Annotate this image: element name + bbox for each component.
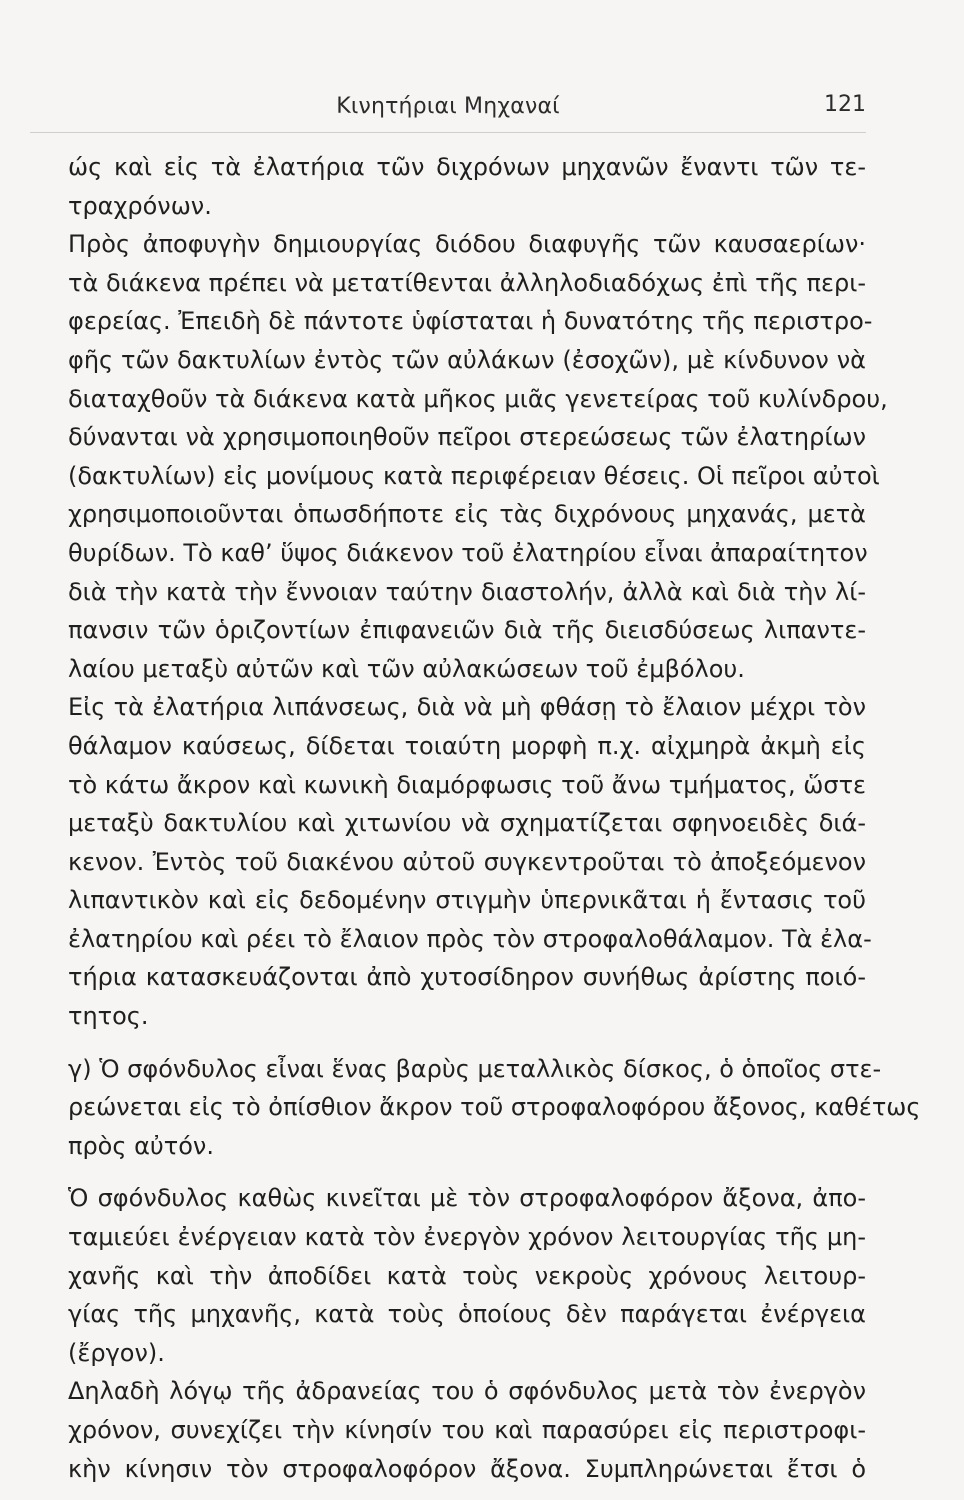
text-line: Ὁ σφόνδυλος καθὼς κινεῖται μὲ τὸν στροφαλοφόρον ἄξονα, ἀπο-: [68, 1184, 866, 1213]
text-line: λαίου μεταξὺ αὐτῶν καὶ τῶν αὐλακώσεων τοῦ ἐμβόλου.: [68, 654, 745, 683]
page-header: [30, 76, 866, 133]
text-line: διαταχθοῦν τὰ διάκενα κατὰ μῆκος μιᾶς γενετείρας τοῦ κυλίνδρου,: [68, 384, 888, 413]
text-line: τητος.: [68, 1002, 149, 1031]
text-line: φερείας. Ἐπειδὴ δὲ πάντοτε ὑφίσταται ἡ δυνατότης τῆς περιστρο-: [68, 307, 873, 336]
text-line: πανσιν τῶν ὁριζοντίων ἐπιφανειῶν διὰ τῆς διεισδύσεως λιπαντε-: [68, 616, 866, 645]
body-text: [68, 148, 921, 1488]
text-line: τήρια κατασκευάζονται ἀπὸ χυτοσίδηρον συνήθως ἀρίστης ποιό-: [68, 963, 866, 992]
text-line: Εἰς τὰ ἐλατήρια λιπάνσεως, διὰ νὰ μὴ φθάσῃ τὸ ἔλαιον μέχρι τὸν: [68, 693, 866, 722]
text-line: φῆς τῶν δακτυλίων ἐντὸς τῶν αὐλάκων (ἐσοχῶν), μὲ κίνδυνον νὰ: [68, 345, 866, 374]
text-line: ρεώνεται εἰς τὸ ὀπίσθιον ἄκρον τοῦ στροφαλοφόρου ἄξονος, καθέτως: [68, 1093, 921, 1122]
paragraph-gap: [68, 1036, 866, 1050]
text-line: Δηλαδὴ λόγῳ τῆς ἀδρανείας του ὁ σφόνδυλος μετὰ τὸν ἐνεργὸν: [68, 1377, 866, 1406]
text-line: τὰ διάκενα πρέπει νὰ μετατίθενται ἀλληλοδιαδόχως ἐπὶ τῆς περι-: [68, 268, 866, 297]
text-line: τραχρόνων.: [68, 191, 212, 220]
running-title: Κινητήριαι Μηχαναί: [336, 94, 560, 119]
text-line: δύνανται νὰ χρησιμοποιηθοῦν πεῖροι στερεώσεως τῶν ἐλατηρίων: [68, 423, 866, 452]
text-line: ἐλατηρίου καὶ ρέει τὸ ἔλαιον πρὸς τὸν στροφαλοθάλαμον. Τὰ ἐλα-: [68, 924, 872, 953]
text-line: διὰ τὴν κατὰ τὴν ἔννοιαν ταύτην διαστολήν, ἀλλὰ καὶ διὰ τὴν λί-: [68, 577, 866, 606]
text-line: Πρὸς ἀποφυγὴν δημιουργίας διόδου διαφυγῆς τῶν καυσαερίων·: [68, 230, 866, 259]
text-line: (δακτυλίων) εἰς μονίμους κατὰ περιφέρειαν θέσεις. Οἱ πεῖροι αὐτοὶ: [68, 461, 880, 490]
page-number: 121: [824, 92, 866, 117]
text-line: χρησιμοποιοῦνται ὁπωσδήποτε εἰς τὰς διχρόνους μηχανάς, μετὰ: [68, 500, 866, 529]
text-line: μεταξὺ δακτυλίου καὶ χιτωνίου νὰ σχηματίζεται σφηνοειδὲς διά-: [68, 809, 866, 838]
text-line: χανῆς καὶ τὴν ἀποδίδει κατὰ τοὺς νεκροὺς χρόνους λειτουρ-: [68, 1261, 866, 1290]
text-line: θάλαμον καύσεως, δίδεται τοιαύτη μορφὴ π.χ. αἰχμηρὰ ἀκμὴ εἰς: [68, 731, 866, 760]
text-line: (ἔργον).: [68, 1338, 165, 1367]
paragraph-gap: [68, 1165, 866, 1179]
text-line: γ) Ὁ σφόνδυλος εἶναι ἕνας βαρὺς μεταλλικὸς δίσκος, ὁ ὁποῖος στε-: [68, 1054, 882, 1083]
text-line: πρὸς αὐτόν.: [68, 1131, 214, 1160]
text-line: ταμιεύει ἐνέργειαν κατὰ τὸν ἐνεργὸν χρόνον λειτουργίας τῆς μη-: [68, 1223, 866, 1252]
text-line: κὴν κίνησιν τὸν στροφαλοφόρον ἄξονα. Συμπληρώνεται ἔτσι ὁ: [68, 1454, 866, 1483]
text-line: κενον. Ἐντὸς τοῦ διακένου αὐτοῦ συγκεντροῦται τὸ ἀποξεόμενον: [68, 847, 866, 876]
text-line: τὸ κάτω ἄκρον καὶ κωνικὴ διαμόρφωσις τοῦ ἄνω τμήματος, ὥστε: [68, 770, 866, 799]
text-line: ώς καὶ εἰς τὰ ἐλατήρια τῶν διχρόνων μηχανῶν ἔναντι τῶν τε-: [68, 153, 866, 181]
text-line: θυρίδων. Τὸ καθ’ ὕψος διάκενον τοῦ ἐλατηρίου εἶναι ἀπαραίτητον: [68, 538, 868, 567]
text-line: λιπαντικὸν καὶ εἰς δεδομένην στιγμὴν ὑπερνικᾶται ἡ ἔντασις τοῦ: [68, 886, 866, 915]
text-line: χρόνον, συνεχίζει τὴν κίνησίν του καὶ παρασύρει εἰς περιστροφι-: [68, 1416, 866, 1444]
text-line: γίας τῆς μηχανῆς, κατὰ τοὺς ὁποίους δὲν παράγεται ἐνέργεια: [68, 1300, 866, 1329]
